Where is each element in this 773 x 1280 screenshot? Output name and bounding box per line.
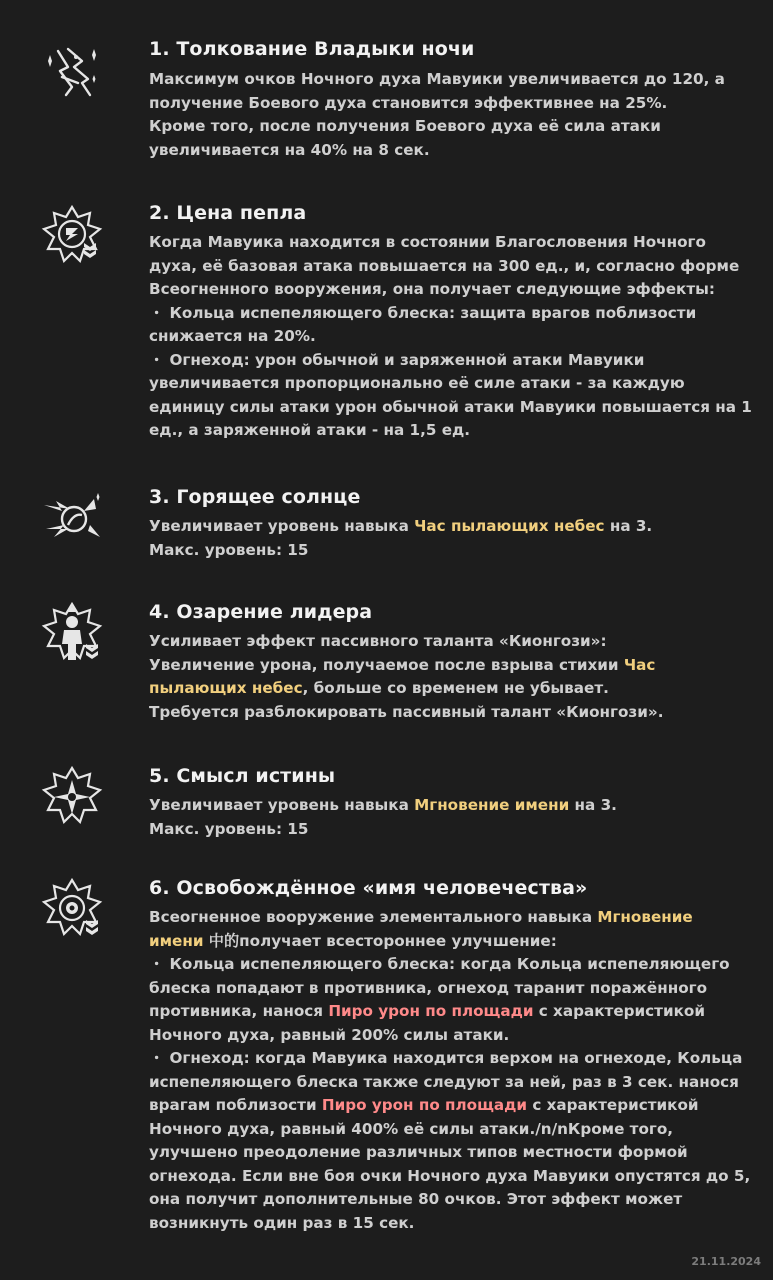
description-line <box>149 396 752 420</box>
constellation-description <box>149 231 752 443</box>
constellation-title: 5. Смысл истины <box>149 765 336 787</box>
description-line <box>149 1024 749 1048</box>
text-segment: духа, её базовая атака повышается на 300 ед., и, согласно форме <box>149 256 740 275</box>
text-segment: ・ Огнеход: когда Мавуика находится верхом на огнеходе, Кольца <box>149 1049 743 1067</box>
description-line <box>149 231 749 255</box>
skill-name-highlight: Час <box>623 655 656 674</box>
leader-figure-icon <box>38 600 106 668</box>
text-segment: возникнуть один раз в 15 сек. <box>149 1213 415 1232</box>
constellation-title: 3. Горящее солнце <box>149 486 361 508</box>
description-line <box>149 794 749 818</box>
constellation-description <box>149 630 749 724</box>
text-segment: единицу силы атаки урон обычной атаки Мавуики повышается на 1 <box>149 397 752 416</box>
description-line <box>149 1212 749 1236</box>
text-segment: Ночного духа, равный 400% её силы атаки./n/nКроме того, <box>149 1119 674 1138</box>
text-segment: , больше со временем не убывает. <box>302 679 609 697</box>
text-segment: ・ Кольца испепеляющего блеска: когда Кольца испепеляющего <box>149 955 730 973</box>
star-compass-icon <box>38 764 106 832</box>
text-segment: на 3. <box>604 517 653 535</box>
text-segment: ・ Огнеход: урон обычной и заряженной атаки Мавуики <box>149 350 645 369</box>
text-segment: с характеристикой <box>527 1096 699 1114</box>
constellation-description <box>149 68 749 162</box>
text-segment: Когда Мавуика находится в состоянии Благословения Ночного <box>149 233 706 251</box>
text-segment: противника, нанося <box>149 1002 329 1020</box>
text-segment: она получит дополнительные 80 очков. Этот эффект может <box>149 1190 683 1208</box>
description-line <box>149 302 749 326</box>
text-segment: Ночного духа, равный 200% силы атаки. <box>149 1025 510 1044</box>
text-segment: Макс. уровень: 15 <box>149 540 309 559</box>
description-line <box>149 1188 749 1212</box>
constellation-description <box>149 794 749 841</box>
description-line <box>149 906 749 930</box>
text-segment: с характеристикой <box>533 1002 705 1020</box>
radiant-ring-icon <box>38 876 106 944</box>
text-segment: испепеляющего блеска также следуют за ней, раз в 3 сек. нанося <box>149 1072 739 1091</box>
description-line <box>149 539 749 563</box>
description-line <box>149 953 749 977</box>
pyro-highlight: Пиро урон по площади <box>328 1002 534 1020</box>
description-line <box>149 930 749 954</box>
text-segment: Увеличивает уровень навыка <box>149 796 415 814</box>
description-line <box>149 701 749 725</box>
text-segment: блеска попадают в противника, огнеход таранит поражённого <box>149 978 708 997</box>
description-line <box>149 349 749 373</box>
text-segment: 中的получает всестороннее улучшение: <box>203 931 557 950</box>
skill-name-highlight: Час пылающих небес <box>414 517 605 535</box>
constellation-description <box>149 515 749 562</box>
text-segment: ед., а заряженной атаки - на 1,5 ед. <box>149 421 471 439</box>
text-segment: Максимум очков Ночного духа Мавуики увеличивается до 120, а <box>149 70 725 88</box>
text-segment: Всеогненного вооружения, она получает следующие эффекты: <box>149 280 715 298</box>
text-segment: Кроме того, после получения Боевого духа её сила атаки <box>149 117 661 135</box>
description-line <box>149 325 749 349</box>
text-segment: врагам поблизости <box>149 1096 322 1114</box>
skill-name-highlight: имени <box>149 931 204 950</box>
description-line <box>149 1165 749 1189</box>
text-segment: увеличивается на 40% на 8 сек. <box>149 140 430 159</box>
description-line <box>149 1094 749 1118</box>
text-segment: получение Боевого духа становится эффективнее на 25%. <box>149 93 668 112</box>
skill-name-highlight: пылающих небес <box>149 679 303 697</box>
description-line <box>149 1141 749 1165</box>
burning-sun-icon <box>38 485 106 553</box>
text-segment: ・ Кольца испепеляющего блеска: защита врагов поблизости <box>149 303 697 322</box>
lightning-sigil-icon <box>38 37 106 105</box>
text-segment: Усиливает эффект пассивного таланта «Кионгози»: <box>149 632 607 650</box>
pyro-highlight: Пиро урон по площади <box>321 1096 528 1114</box>
text-segment: Требуется разблокировать пассивный талант «Кионгози». <box>149 702 664 721</box>
description-line <box>149 630 749 654</box>
text-segment: огнехода. Если вне боя очки Ночного духа Мавуики опустятся до 5, <box>149 1166 751 1185</box>
description-line <box>149 139 749 163</box>
text-segment: Макс. уровень: 15 <box>149 819 309 838</box>
text-segment: улучшено преодоление различных типов местности формой <box>149 1143 688 1161</box>
constellation-title: 2. Цена пепла <box>149 202 307 224</box>
skill-name-highlight: Мгновение <box>597 908 693 926</box>
constellation-title: 4. Озарение лидера <box>149 601 373 623</box>
text-segment: снижается на 20%. <box>149 327 316 345</box>
description-line <box>149 372 749 396</box>
description-line <box>149 278 749 302</box>
text-segment: Увеличение урона, получаемое после взрыва стихии <box>149 655 624 674</box>
description-line <box>149 1071 749 1095</box>
constellation-title: 6. Освобождённое «имя человечества» <box>149 877 588 899</box>
text-segment: увеличивается пропорционально её силе атаки - за каждую <box>149 374 685 392</box>
description-line <box>149 115 749 139</box>
text-segment: на 3. <box>569 796 617 814</box>
description-line <box>149 654 749 678</box>
description-line <box>149 92 749 116</box>
description-line <box>149 1047 749 1071</box>
post-date: 21.11.2024 <box>691 1255 761 1268</box>
constellation-description <box>149 906 749 1235</box>
description-line <box>149 419 749 443</box>
description-line <box>149 818 749 842</box>
skill-name-highlight: Мгновение имени <box>414 796 570 814</box>
text-segment: Увеличивает уровень навыка <box>149 517 415 535</box>
description-line <box>149 977 749 1001</box>
constellation-title: 1. Толкование Владыки ночи <box>149 38 475 60</box>
description-line <box>149 255 749 279</box>
text-segment: Всеогненное вооружение элементального навыка <box>149 908 598 926</box>
description-line <box>149 677 749 701</box>
description-line <box>149 68 749 92</box>
gear-emblem-icon <box>38 201 106 269</box>
description-line <box>149 515 749 539</box>
description-line <box>149 1000 749 1024</box>
description-line <box>149 1118 749 1142</box>
